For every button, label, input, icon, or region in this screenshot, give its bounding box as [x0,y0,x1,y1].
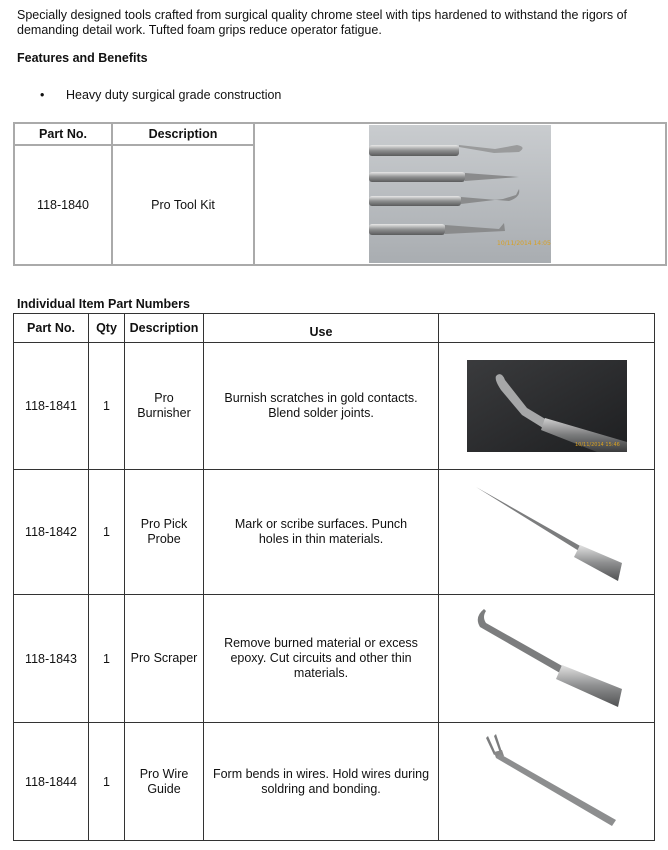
items-header-photo [439,314,655,343]
kit-photo-cell [254,123,666,265]
item-qty: 1 [89,343,125,470]
pick-probe-photo [462,477,632,587]
item-use: Mark or scribe surfaces. Punch holes in thin materials. [204,470,439,595]
table-row [14,470,655,595]
item-use: Burnish scratches in gold contacts. Blend solder joints. [204,343,439,470]
items-header-qty: Qty [89,314,125,343]
table-row [14,595,655,723]
item-photo-cell [439,723,655,841]
item-qty: 1 [89,723,125,841]
burnisher-photo [467,360,627,452]
item-qty: 1 [89,470,125,595]
feature-bullet-text: Heavy duty surgical grade construction [66,88,282,102]
intro-paragraph: Specially designed tools crafted from surgical quality chrome steel with tips hardened to withstand the rigors of demanding detail work. Tufted foam grips reduce operator fatigue. [17,8,628,37]
items-heading: Individual Item Part Numbers [17,297,190,311]
features-heading: Features and Benefits [17,51,148,65]
item-qty: 1 [89,595,125,723]
item-description: Pro Scraper [125,595,204,723]
feature-bullet [40,88,281,102]
item-photo-cell [439,595,655,723]
table-row [14,343,655,470]
kit-header-description: Description [112,123,254,145]
bullet-icon: • [40,88,45,102]
kit-description: Pro Tool Kit [112,145,254,265]
item-description: Pro Burnisher [125,343,204,470]
items-header-part: Part No. [14,314,89,343]
wire-guide-photo [462,732,632,832]
item-description: Pro Wire Guide [125,723,204,841]
table-row [14,723,655,841]
item-part-number: 118-1842 [14,470,89,595]
tool-kit-photo [369,125,551,263]
item-use: Remove burned material or excess epoxy. Cut circuits and other thin materials. [204,595,439,723]
item-description: Pro Pick Probe [125,470,204,595]
item-photo-cell [439,343,655,470]
items-header-description: Description [125,314,204,343]
item-part-number: 118-1843 [14,595,89,723]
item-photo-cell [439,470,655,595]
kit-part-number: 118-1840 [14,145,112,265]
item-part-number: 118-1844 [14,723,89,841]
items-header-use: Use [204,314,439,343]
kit-table [13,122,667,266]
kit-header-part: Part No. [14,123,112,145]
item-use: Form bends in wires. Hold wires during soldring and bonding. [204,723,439,841]
item-part-number: 118-1841 [14,343,89,470]
scraper-photo [462,603,632,715]
burnisher-photo-date-stamp: 10/11/2014 15:46 [574,442,620,448]
kit-photo-date-stamp: 10/11/2014 14:05 [497,240,551,247]
items-table [13,313,655,841]
